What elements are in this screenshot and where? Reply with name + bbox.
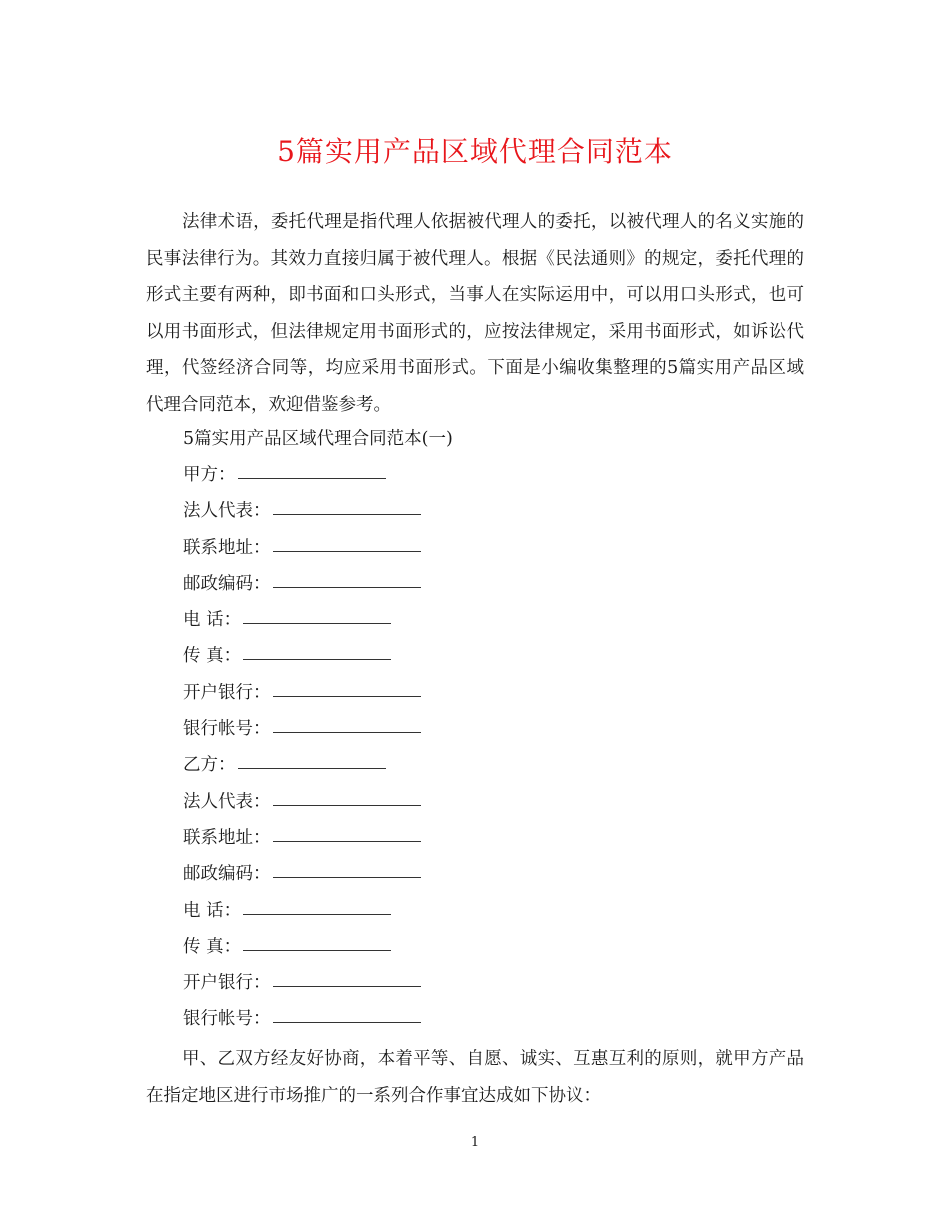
field-label: 联系地址： <box>183 537 271 558</box>
field-label: 邮政编码： <box>183 573 271 594</box>
intro-paragraph: 法律术语，委托代理是指代理人依据被代理人的委托，以被代理人的名义实施的民事法律行为。其效力直接归属于被代理人。根据《民法通则》的规定，委托代理的形式主要有两种，即书面和口头形式，当事人在实际运用中，可以用口头形式，也可以用书面形式，但法律规定用书面形式的，应按法律规定，采用书面形式，如诉讼代理，代签经济合同等，均应采用书面形式。下面是小编收集整理的5篇实用产品区域代理合同范本，欢迎借鉴参考。 <box>146 212 804 415</box>
field-label: 法人代表： <box>183 501 271 522</box>
fill-in-blank <box>273 679 421 697</box>
field-label: 联系地址： <box>183 827 271 848</box>
field-label: 传 真： <box>183 936 242 957</box>
fill-in-blank <box>273 788 421 806</box>
field-bank <box>183 679 421 715</box>
fill-in-blank <box>238 461 386 479</box>
field-legal-rep <box>183 788 421 824</box>
fill-in-blank <box>273 860 421 878</box>
field-postcode <box>183 570 421 606</box>
fill-in-blank <box>273 1005 421 1023</box>
field-label: 电 话： <box>183 900 242 921</box>
fill-in-blank <box>243 606 391 624</box>
field-label: 法人代表： <box>183 791 271 812</box>
document-title: 5篇实用产品区域代理合同范本 <box>277 135 673 168</box>
field-label: 甲方： <box>183 465 236 485</box>
fill-in-blank <box>273 715 421 733</box>
field-party-a <box>183 461 421 497</box>
field-phone <box>183 606 421 642</box>
fill-in-blank <box>238 751 386 769</box>
page-number: 1 <box>470 1135 480 1150</box>
party-info-form <box>183 461 421 1042</box>
field-party-b <box>183 751 421 787</box>
fill-in-blank <box>273 497 421 515</box>
field-bank <box>183 969 421 1005</box>
field-fax <box>183 642 421 678</box>
sample-heading: 5篇实用产品区域代理合同范本(一) <box>183 429 453 449</box>
field-address <box>183 534 421 570</box>
fill-in-blank <box>243 897 391 915</box>
fill-in-blank <box>273 824 421 842</box>
field-postcode <box>183 860 421 896</box>
field-phone <box>183 897 421 933</box>
fill-in-blank <box>243 642 391 660</box>
field-account <box>183 715 421 751</box>
field-label: 银行帐号： <box>183 719 271 740</box>
field-fax <box>183 933 421 969</box>
field-label: 乙方： <box>183 755 236 776</box>
fill-in-blank <box>273 570 421 588</box>
field-label: 开户银行： <box>183 682 271 703</box>
field-account <box>183 1005 421 1041</box>
field-legal-rep <box>183 497 421 533</box>
field-label: 邮政编码： <box>183 864 271 885</box>
fill-in-blank <box>273 534 421 552</box>
closing-paragraph: 甲、乙双方经友好协商，本着平等、自愿、诚实、互惠互利的原则，就甲方产品在指定地区进行市场推广的一系列合作事宜达成如下协议： <box>146 1049 804 1106</box>
field-label: 电 话： <box>183 610 242 631</box>
field-label: 开户银行： <box>183 973 271 994</box>
fill-in-blank <box>243 933 391 951</box>
field-address <box>183 824 421 860</box>
fill-in-blank <box>273 969 421 987</box>
field-label: 传 真： <box>183 646 242 667</box>
field-label: 银行帐号： <box>183 1009 271 1030</box>
